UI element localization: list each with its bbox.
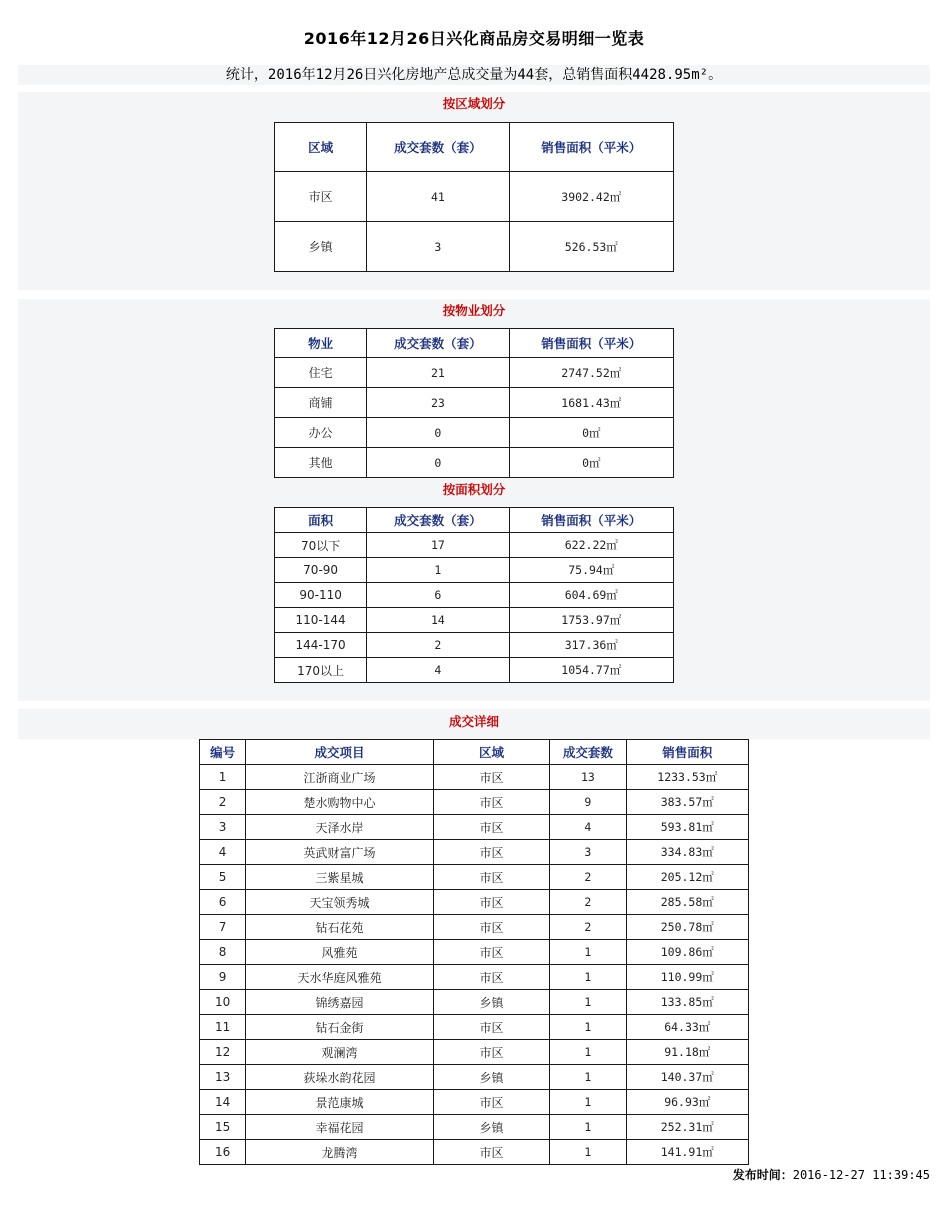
table-cell: 市区 — [433, 1140, 549, 1165]
column-header: 成交套数 — [550, 740, 626, 765]
table-row — [275, 608, 674, 633]
table-cell: 2 — [550, 890, 626, 915]
table-row — [275, 633, 674, 658]
table-cell[interactable]: 风雅苑 — [246, 940, 434, 965]
table-cell: 205.12㎡ — [626, 865, 748, 890]
column-header: 物业 — [275, 329, 367, 358]
table-cell: 1 — [367, 558, 509, 583]
table-cell: 383.57㎡ — [626, 790, 748, 815]
table-cell[interactable]: 观澜湾 — [246, 1040, 434, 1065]
table-cell: 1 — [550, 1090, 626, 1115]
column-header: 区域 — [433, 740, 549, 765]
property-table — [274, 328, 674, 478]
column-header: 编号 — [200, 740, 246, 765]
table-cell: 市区 — [433, 840, 549, 865]
table-cell: 16 — [200, 1140, 246, 1165]
table-cell: 250.78㎡ — [626, 915, 748, 940]
table-cell: 1753.97㎡ — [509, 608, 673, 633]
publish-time — [733, 1166, 930, 1183]
table-cell: 3 — [200, 815, 246, 840]
table-cell[interactable]: 锦绣嘉园 — [246, 990, 434, 1015]
table-cell: 41 — [367, 172, 509, 222]
table-cell: 市区 — [433, 790, 549, 815]
table-cell: 7 — [200, 915, 246, 940]
table-row — [200, 840, 749, 865]
table-cell: 4 — [200, 840, 246, 865]
table-row — [200, 990, 749, 1015]
table-cell: 14 — [200, 1090, 246, 1115]
table-header-row — [200, 740, 749, 765]
details-panel — [18, 709, 930, 1167]
table-cell: 乡镇 — [275, 222, 367, 272]
table-cell: 64.33㎡ — [626, 1015, 748, 1040]
table-cell: 2 — [367, 633, 509, 658]
table-cell: 110.99㎡ — [626, 965, 748, 990]
table-cell: 12 — [200, 1040, 246, 1065]
table-row — [275, 418, 674, 448]
table-cell: 市区 — [275, 172, 367, 222]
table-cell: 96.93㎡ — [626, 1090, 748, 1115]
table-cell: 市区 — [433, 1040, 549, 1065]
table-cell: 17 — [367, 533, 509, 558]
table-cell: 13 — [550, 765, 626, 790]
column-header: 成交项目 — [246, 740, 434, 765]
details-section-title: 成交详细 — [448, 714, 499, 729]
table-cell: 622.22㎡ — [509, 533, 673, 558]
table-cell: 0 — [367, 448, 509, 478]
region-section-title: 按区域划分 — [442, 96, 506, 111]
table-cell: 140.37㎡ — [626, 1065, 748, 1090]
table-cell: 4 — [367, 658, 509, 683]
column-header: 成交套数（套） — [367, 329, 509, 358]
table-cell[interactable]: 钻石花苑 — [246, 915, 434, 940]
table-cell: 2 — [200, 790, 246, 815]
table-row — [275, 172, 674, 222]
publish-time-value: 2016-12-27 11:39:45 — [792, 1168, 930, 1182]
table-cell: 1 — [550, 1140, 626, 1165]
table-cell: 9 — [550, 790, 626, 815]
table-cell: 317.36㎡ — [509, 633, 673, 658]
table-row — [200, 890, 749, 915]
area-section-title: 按面积划分 — [442, 482, 506, 497]
table-cell: 91.18㎡ — [626, 1040, 748, 1065]
table-cell: 15 — [200, 1115, 246, 1140]
table-cell: 商铺 — [275, 388, 367, 418]
table-cell[interactable]: 荻垛水韵花园 — [246, 1065, 434, 1090]
table-cell: 23 — [367, 388, 509, 418]
table-header-row — [275, 508, 674, 533]
table-row — [275, 388, 674, 418]
publish-time-label: 发布时间： — [732, 1168, 793, 1182]
summary-text: 统计，2016年12月26日兴化房地产总成交量为44套，总销售面积4428.95m²。 — [18, 65, 930, 85]
table-cell: 其他 — [275, 448, 367, 478]
table-cell: 604.69㎡ — [509, 583, 673, 608]
table-cell[interactable]: 幸福花园 — [246, 1115, 434, 1140]
table-cell: 133.85㎡ — [626, 990, 748, 1015]
table-cell: 0㎡ — [509, 418, 673, 448]
table-cell: 75.94㎡ — [509, 558, 673, 583]
table-cell: 70以下 — [275, 533, 367, 558]
property-area-panel — [18, 299, 930, 701]
table-cell: 2 — [550, 865, 626, 890]
table-cell: 6 — [367, 583, 509, 608]
table-cell: 526.53㎡ — [509, 222, 673, 272]
table-cell: 1 — [550, 1115, 626, 1140]
table-cell: 市区 — [433, 1015, 549, 1040]
table-cell: 市区 — [433, 915, 549, 940]
table-row — [200, 1115, 749, 1140]
column-header: 成交套数（套） — [367, 508, 509, 533]
table-cell: 3 — [550, 840, 626, 865]
table-row — [200, 765, 749, 790]
table-cell[interactable]: 天水华庭风雅苑 — [246, 965, 434, 990]
column-header: 销售面积（平米） — [509, 123, 673, 172]
table-cell: 4 — [550, 815, 626, 840]
table-cell: 14 — [367, 608, 509, 633]
page-title: 2016年12月26日兴化商品房交易明细一览表 — [303, 29, 645, 48]
table-row — [275, 222, 674, 272]
table-row — [275, 533, 674, 558]
table-cell: 109.86㎡ — [626, 940, 748, 965]
table-cell: 141.91㎡ — [626, 1140, 748, 1165]
column-header: 销售面积 — [626, 740, 748, 765]
table-cell: 5 — [200, 865, 246, 890]
table-cell: 9 — [200, 965, 246, 990]
table-cell: 1 — [550, 940, 626, 965]
table-cell: 334.83㎡ — [626, 840, 748, 865]
table-cell: 21 — [367, 358, 509, 388]
table-cell: 3902.42㎡ — [509, 172, 673, 222]
table-cell: 13 — [200, 1065, 246, 1090]
table-cell: 1 — [550, 990, 626, 1015]
table-cell[interactable]: 钻石金街 — [246, 1015, 434, 1040]
table-row — [200, 965, 749, 990]
table-cell: 3 — [367, 222, 509, 272]
table-cell: 1 — [550, 1040, 626, 1065]
table-cell: 办公 — [275, 418, 367, 448]
table-cell[interactable]: 天泽水岸 — [246, 815, 434, 840]
table-row — [200, 1065, 749, 1090]
area-table — [274, 507, 674, 683]
table-cell[interactable]: 龙腾湾 — [246, 1140, 434, 1165]
table-row — [275, 558, 674, 583]
table-row — [275, 583, 674, 608]
table-cell: 市区 — [433, 815, 549, 840]
table-cell: 0㎡ — [509, 448, 673, 478]
table-row — [200, 1040, 749, 1065]
column-header: 销售面积（平米） — [509, 329, 673, 358]
table-cell: 住宅 — [275, 358, 367, 388]
table-cell: 593.81㎡ — [626, 815, 748, 840]
table-cell: 1 — [550, 965, 626, 990]
table-cell: 1 — [200, 765, 246, 790]
table-cell[interactable]: 楚水购物中心 — [246, 790, 434, 815]
table-cell: 252.31㎡ — [626, 1115, 748, 1140]
table-cell: 170以上 — [275, 658, 367, 683]
table-cell: 市区 — [433, 1090, 549, 1115]
table-row — [200, 815, 749, 840]
region-panel — [18, 92, 930, 290]
table-cell[interactable]: 江浙商业广场 — [246, 765, 434, 790]
table-cell: 70-90 — [275, 558, 367, 583]
table-cell: 110-144 — [275, 608, 367, 633]
table-row — [200, 1015, 749, 1040]
table-cell: 285.58㎡ — [626, 890, 748, 915]
column-header: 区域 — [275, 123, 367, 172]
table-cell: 乡镇 — [433, 1115, 549, 1140]
column-header: 成交套数（套） — [367, 123, 509, 172]
table-row — [275, 358, 674, 388]
table-row — [200, 865, 749, 890]
column-header: 面积 — [275, 508, 367, 533]
table-cell: 市区 — [433, 965, 549, 990]
table-cell: 11 — [200, 1015, 246, 1040]
table-cell: 1233.53㎡ — [626, 765, 748, 790]
table-header-row — [275, 123, 674, 172]
table-cell: 市区 — [433, 940, 549, 965]
table-cell: 144-170 — [275, 633, 367, 658]
table-cell: 市区 — [433, 865, 549, 890]
table-cell: 市区 — [433, 765, 549, 790]
table-cell: 市区 — [433, 890, 549, 915]
table-row — [200, 1140, 749, 1165]
table-cell: 0 — [367, 418, 509, 448]
table-row — [275, 658, 674, 683]
table-cell: 乡镇 — [433, 1065, 549, 1090]
table-cell: 2747.52㎡ — [509, 358, 673, 388]
table-cell: 8 — [200, 940, 246, 965]
table-row — [200, 790, 749, 815]
region-table — [274, 122, 674, 272]
table-cell: 1681.43㎡ — [509, 388, 673, 418]
table-row — [200, 940, 749, 965]
table-cell: 乡镇 — [433, 990, 549, 1015]
table-cell: 1054.77㎡ — [509, 658, 673, 683]
table-cell[interactable]: 天宝领秀城 — [246, 890, 434, 915]
table-cell: 90-110 — [275, 583, 367, 608]
table-cell[interactable]: 英武财富广场 — [246, 840, 434, 865]
table-header-row — [275, 329, 674, 358]
property-section-title: 按物业划分 — [442, 303, 506, 318]
column-header: 销售面积（平米） — [509, 508, 673, 533]
details-table — [199, 739, 749, 1165]
table-cell[interactable]: 景范康城 — [246, 1090, 434, 1115]
table-cell: 2 — [550, 915, 626, 940]
table-cell: 10 — [200, 990, 246, 1015]
table-cell: 6 — [200, 890, 246, 915]
table-cell[interactable]: 三紫星城 — [246, 865, 434, 890]
table-row — [275, 448, 674, 478]
table-cell: 1 — [550, 1065, 626, 1090]
table-cell: 1 — [550, 1015, 626, 1040]
table-row — [200, 1090, 749, 1115]
table-row — [200, 915, 749, 940]
